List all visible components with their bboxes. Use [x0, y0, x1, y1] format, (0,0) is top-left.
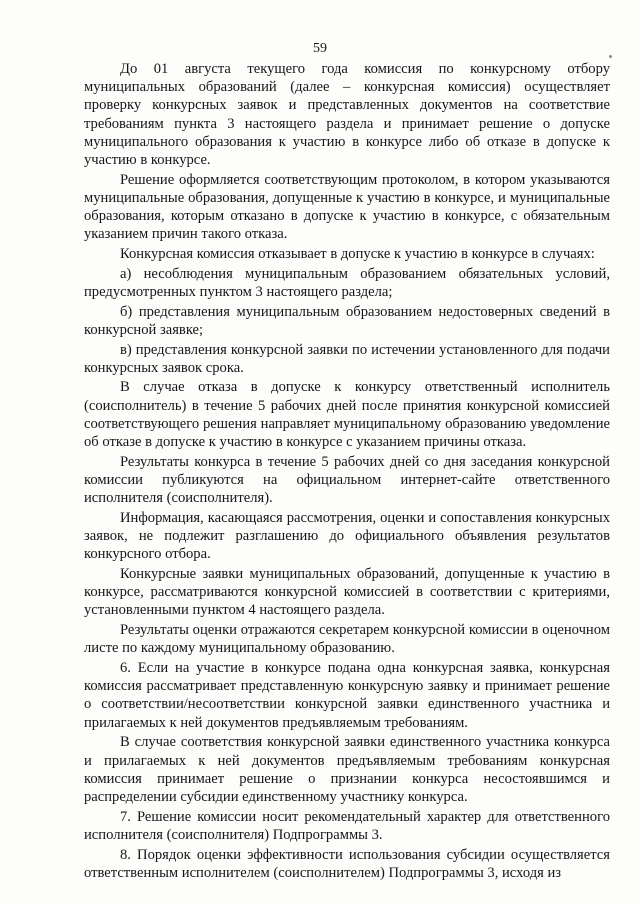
- paragraph: Конкурсная комиссия отказывает в допуске к участию в конкурсе в случаях:: [120, 246, 595, 263]
- paragraph: Решение оформляется соответствующим протоколом, в котором указываются муниципальные образования, допущенные к участию в конкурсе, и муниципальные образования, которым отказано в допуске к участию в конкурсе, с обязательным указанием причин такого отказа.: [84, 171, 610, 243]
- page-number: 59: [313, 41, 327, 56]
- paragraph: Информация, касающаяся рассмотрения, оценки и сопоставления конкурсных заявок, не подлежит разглашению до официального объявления результатов конкурсного отбора.: [84, 509, 610, 563]
- paragraph: а) несоблюдения муниципальным образованием обязательных условий, предусмотренных пунктом 3 настоящего раздела;: [84, 265, 610, 300]
- document-body: [84, 60, 610, 883]
- paragraph: в) представления конкурсной заявки по истечении установленного для подачи конкурсных заявок срока.: [84, 341, 610, 376]
- paragraph: Результаты оценки отражаются секретарем конкурсной комиссии в оценочном листе по каждому муниципальному образованию.: [84, 622, 610, 657]
- paragraph: 8. Порядок оценки эффективности использования субсидии осуществляется ответственным исполнителем (соисполнителем) Подпрограммы 3, исходя из: [84, 846, 610, 881]
- scan-speck: [609, 55, 612, 58]
- paragraph: До 01 августа текущего года комиссия по конкурсному отбору муниципальных образований (далее – конкурсная комиссия) осуществляет проверку конкурсных заявок и представленных документов на соответствие требованиям пункта 3 настоящего раздела и принимает решение о допуске муниципального образования к участию в конкурсе либо об отказе в допуске к участию в конкурсе.: [84, 61, 610, 169]
- paragraph: Конкурсные заявки муниципальных образований, допущенные к участию в конкурсе, рассматриваются конкурсной комиссией в соответствии с критериями, установленными пунктом 4 настоящего раздела.: [84, 565, 610, 619]
- paragraph: 6. Если на участие в конкурсе подана одна конкурсная заявка, конкурсная комиссия рассматривает представленную конкурсную заявку и принимает решение о соответствии/несоответствии конкурсной заявки единственного участника и прилагаемых к ней документов предъявляемым требованиям.: [84, 660, 610, 731]
- paragraph: 7. Решение комиссии носит рекомендательный характер для ответственного исполнителя (соисполнителя) Подпрограммы 3.: [84, 808, 610, 843]
- paragraph: б) представления муниципальным образованием недостоверных сведений в конкурсной заявке;: [84, 303, 610, 338]
- paragraph: В случае соответствия конкурсной заявки единственного участника конкурса и прилагаемых к ней документов предъявляемым требованиям конкурсная комиссия принимает решение о признании конкурса несостоявшимся и распределении субсидии единственному участнику конкурса.: [84, 734, 610, 805]
- paragraph: Результаты конкурса в течение 5 рабочих дней со дня заседания конкурсной комиссии публикуются на официальном интернет-сайте ответственного исполнителя (соисполнителя).: [84, 453, 610, 507]
- paragraph: В случае отказа в допуске к конкурсу ответственный исполнитель (соисполнитель) в течение 5 рабочих дней после принятия конкурсной комиссией соответствующего решения направляет муниципальному образованию уведомление об отказе в допуске к участию в конкурсе с указанием причины отказа.: [84, 379, 610, 451]
